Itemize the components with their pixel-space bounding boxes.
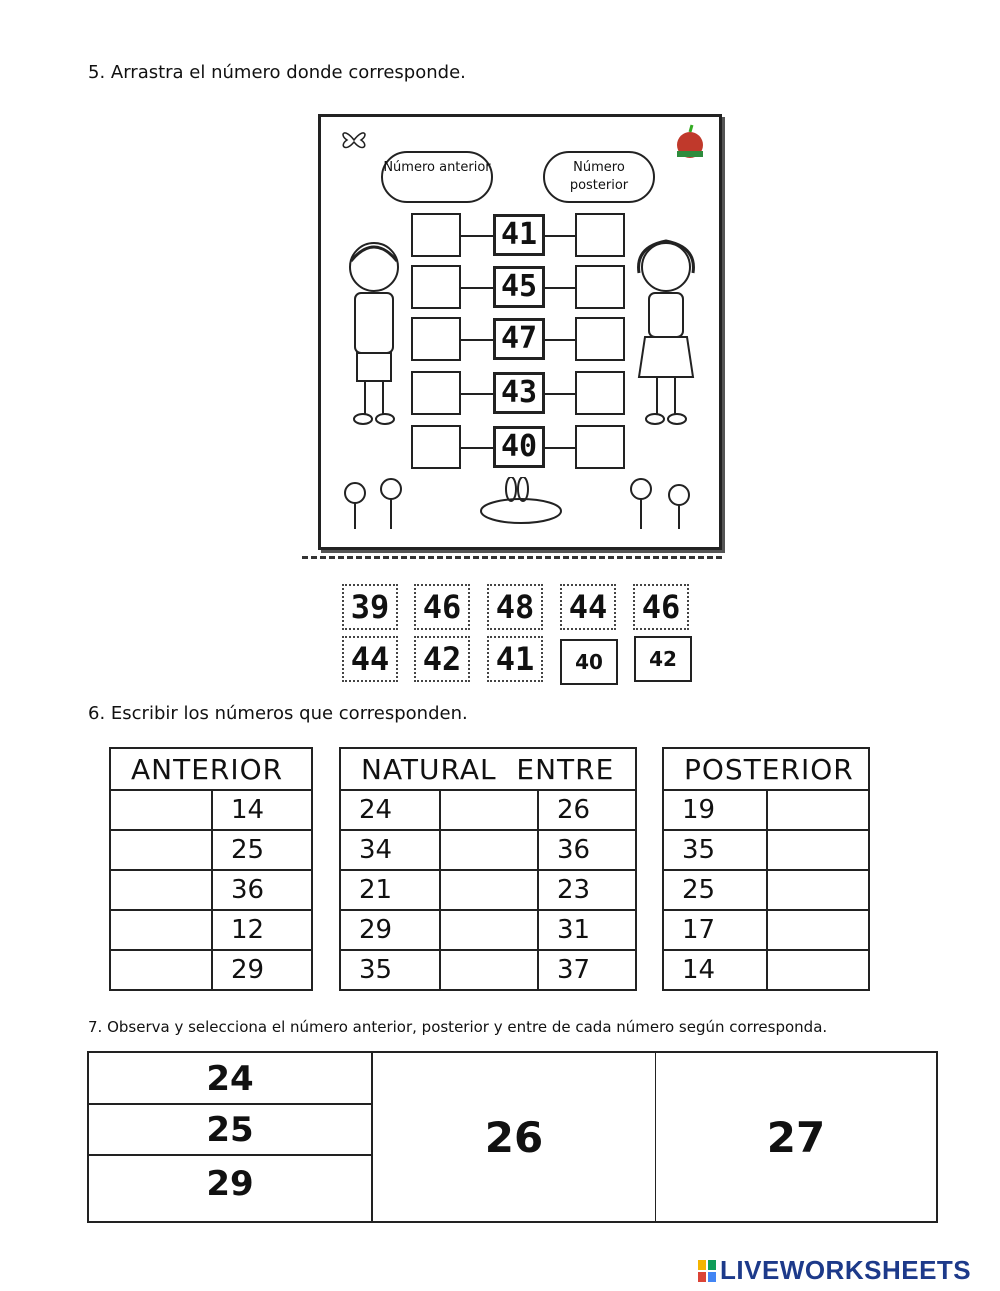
answer-cell[interactable]	[440, 870, 538, 910]
drag-tile[interactable]: 42	[634, 636, 692, 682]
cloud-anterior	[381, 151, 493, 203]
drag-tile[interactable]: 42	[414, 636, 470, 682]
answer-cell[interactable]	[767, 950, 869, 990]
answer-cell[interactable]	[767, 870, 869, 910]
option-cell[interactable]: 24	[88, 1052, 372, 1104]
center-number: 47	[493, 318, 545, 360]
drop-box-posterior-3[interactable]	[575, 317, 625, 361]
table-header: NATURAL ENTRE	[340, 748, 636, 790]
table-entre	[339, 747, 637, 991]
middle-number: 26	[372, 1052, 656, 1222]
table-cell: 17	[663, 910, 767, 950]
center-number: 43	[493, 372, 545, 414]
drag-tile[interactable]: 46	[633, 584, 689, 630]
answer-cell[interactable]	[110, 870, 212, 910]
table-cell: 31	[538, 910, 636, 950]
section-5-title: 5. Arrastra el número donde corresponde.	[88, 62, 466, 83]
table-cell: 36	[212, 870, 312, 910]
table-cell: 26	[538, 790, 636, 830]
drop-box-posterior-5[interactable]	[575, 425, 625, 469]
liveworksheets-logo-icon	[698, 1260, 716, 1282]
table-cell: 25	[212, 830, 312, 870]
butterfly-icon	[339, 127, 369, 153]
connector	[545, 287, 575, 289]
connector	[461, 393, 493, 395]
connector	[461, 235, 493, 237]
cloud-posterior	[543, 151, 655, 203]
table-cell: 36	[538, 830, 636, 870]
drag-tile[interactable]: 48	[487, 584, 543, 630]
table-cell: 25	[663, 870, 767, 910]
section-7-title: 7. Observa y selecciona el número anterior, posterior y entre de cada número según corresponda.	[88, 1018, 828, 1036]
drag-tile[interactable]: 41	[487, 636, 543, 682]
table-anterior	[109, 747, 313, 991]
connector	[545, 447, 575, 449]
connector	[545, 393, 575, 395]
connector	[545, 339, 575, 341]
table-cell: 14	[212, 790, 312, 830]
cut-line	[302, 556, 722, 559]
drag-tile[interactable]: 44	[560, 584, 616, 630]
drop-box-posterior-4[interactable]	[575, 371, 625, 415]
connector	[461, 447, 493, 449]
drop-box-anterior-5[interactable]	[411, 425, 461, 469]
connector	[545, 235, 575, 237]
table-cell: 19	[663, 790, 767, 830]
table-cell: 34	[340, 830, 440, 870]
answer-cell[interactable]	[767, 830, 869, 870]
option-cell[interactable]: 29	[88, 1155, 372, 1222]
flowers-right-icon	[621, 475, 701, 531]
answer-cell[interactable]	[767, 910, 869, 950]
drop-box-anterior-1[interactable]	[411, 213, 461, 257]
answer-cell[interactable]	[440, 950, 538, 990]
answer-cell[interactable]	[767, 790, 869, 830]
drop-box-anterior-4[interactable]	[411, 371, 461, 415]
answer-cell[interactable]	[440, 830, 538, 870]
drag-tile[interactable]: 40	[560, 639, 618, 685]
drop-box-posterior-1[interactable]	[575, 213, 625, 257]
section-6-title: 6. Escribir los números que corresponden.	[88, 703, 468, 724]
table-cell: 24	[340, 790, 440, 830]
answer-cell[interactable]	[440, 790, 538, 830]
table-cell: 21	[340, 870, 440, 910]
cloud-posterior-label: Número posterior	[569, 160, 629, 193]
selection-table	[87, 1051, 938, 1223]
connector	[461, 287, 493, 289]
answer-cell[interactable]	[110, 910, 212, 950]
boy-illustration	[339, 237, 409, 427]
center-number: 45	[493, 266, 545, 308]
table-cell: 37	[538, 950, 636, 990]
drag-tile[interactable]: 44	[342, 636, 398, 682]
drag-tile[interactable]: 39	[342, 584, 398, 630]
table-cell: 14	[663, 950, 767, 990]
table-cell: 29	[340, 910, 440, 950]
bunny-icon	[471, 477, 571, 527]
table-cell: 29	[212, 950, 312, 990]
right-number: 27	[655, 1052, 937, 1222]
table-posterior	[662, 747, 870, 991]
table-cell: 35	[663, 830, 767, 870]
worksheet-frame	[318, 114, 722, 550]
answer-cell[interactable]	[110, 790, 212, 830]
table-header: POSTERIOR	[663, 748, 869, 790]
center-number: 41	[493, 214, 545, 256]
answer-cell[interactable]	[440, 910, 538, 950]
drop-box-anterior-2[interactable]	[411, 265, 461, 309]
apple-icon	[673, 123, 707, 161]
connector	[461, 339, 493, 341]
liveworksheets-logo	[698, 1255, 971, 1286]
table-header: ANTERIOR	[110, 748, 312, 790]
drag-tile[interactable]: 46	[414, 584, 470, 630]
drop-box-posterior-2[interactable]	[575, 265, 625, 309]
cloud-anterior-label: Número anterior	[383, 160, 491, 175]
table-cell: 35	[340, 950, 440, 990]
answer-cell[interactable]	[110, 830, 212, 870]
table-cell: 23	[538, 870, 636, 910]
center-number: 40	[493, 426, 545, 468]
option-cell[interactable]: 25	[88, 1104, 372, 1155]
table-cell: 12	[212, 910, 312, 950]
flowers-left-icon	[335, 475, 415, 531]
drop-box-anterior-3[interactable]	[411, 317, 461, 361]
answer-cell[interactable]	[110, 950, 212, 990]
brand-name: LIVEWORKSHEETS	[720, 1255, 972, 1285]
girl-illustration	[631, 237, 701, 427]
